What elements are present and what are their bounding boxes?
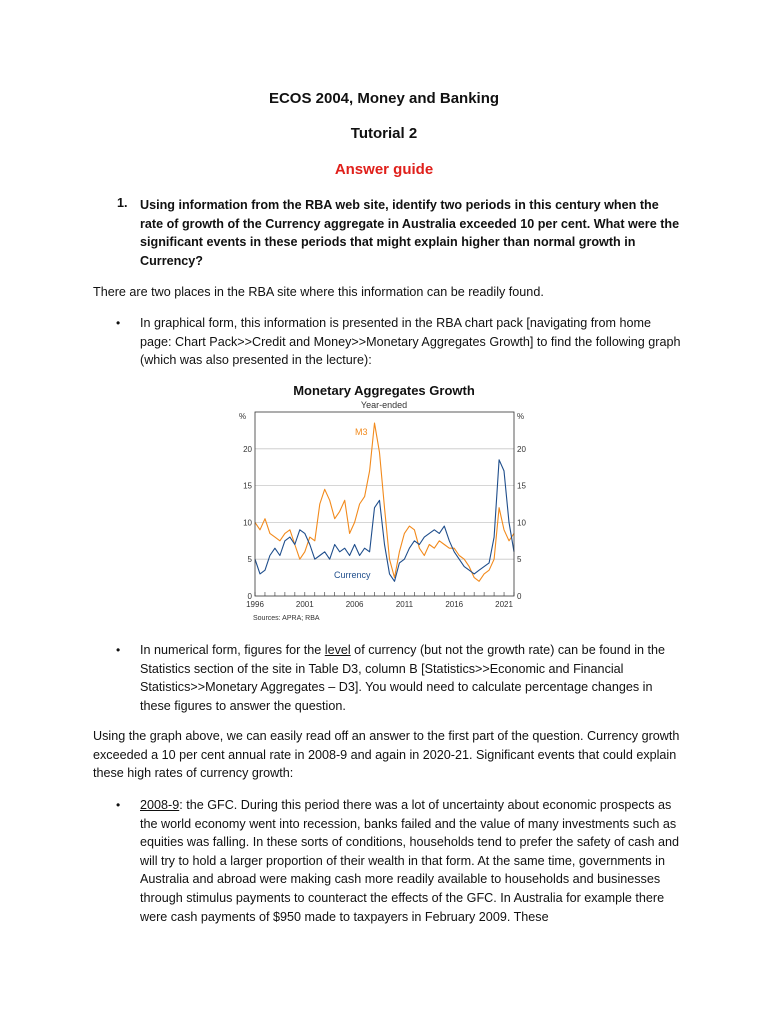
y-tick-left-0: 0 [247, 592, 252, 601]
right-axis-unit: % [517, 412, 525, 421]
y-tick-right-15: 15 [517, 481, 526, 491]
x-tick-2021: 2021 [495, 600, 513, 609]
x-tick-2011: 2011 [395, 600, 414, 609]
bullet-marker: • [116, 798, 121, 812]
question-text: Using information from the RBA web site, identify two periods in this century when the rate of growth of the Currency aggregate in Australia exceeded 10 per cent. What were the significant events in these periods that might explain higher than normal growth in Currency? [140, 198, 680, 268]
series-label-currency: Currency [334, 570, 371, 580]
left-axis-unit: % [239, 412, 247, 421]
y-tick-right-5: 5 [517, 555, 522, 565]
answer-guide-heading: Answer guide [334, 161, 434, 178]
bullet-text-start: In numerical form, figures for the [140, 643, 325, 657]
question-number: 1. [117, 196, 128, 210]
y-tick-right-20: 20 [517, 444, 526, 454]
bullet-text-end: of currency (but not the growth rate) can be found in the Statistics section of the site in Table D3, column B [Statistics>>Economic and Financial Statistics>>Monetary Aggregates – D3]. You would need to calculate percentage changes in these figures to answer the question. [140, 643, 666, 713]
series-line-m3 [255, 423, 514, 581]
bullet-gfc [140, 796, 685, 926]
y-tick-right-0: 0 [517, 592, 522, 601]
bullet-marker: • [116, 316, 121, 330]
y-tick-left-15: 15 [243, 481, 252, 491]
document-subtitle: Tutorial 2 [350, 125, 418, 142]
answer-paragraph: Using the graph above, we can easily read off an answer to the first part of the question. Currency growth exceeded a 10 per cent annual rate in 2008-9 and again in 2020-21. Significant events that could explain these high rates of currency growth: [93, 729, 680, 781]
bullet-marker: • [116, 643, 121, 657]
bullet-numerical-form [140, 641, 685, 715]
level-underlined: level [324, 643, 351, 657]
gfc-period-label: 2008-9 [140, 798, 180, 812]
chart-subtitle: Year-ended [360, 400, 408, 410]
bullet-graphical-form: In graphical form, this information is presented in the RBA chart pack [navigating from home page: Chart Pack>>Credit and Money>>Monetary Aggregates Growth] to find the following graph (which was also presented in the lecture): [140, 316, 681, 368]
y-tick-left-20: 20 [243, 444, 252, 454]
y-tick-right-10: 10 [517, 518, 526, 528]
series-line-currency [255, 460, 514, 582]
x-tick-1996: 1996 [246, 600, 264, 609]
intro-paragraph: There are two places in the RBA site where this information can be readily found. [93, 285, 544, 299]
x-tick-2001: 2001 [295, 600, 314, 609]
y-tick-left-5: 5 [247, 555, 252, 565]
chart-source: Sources: APRA; RBA [253, 615, 320, 622]
series-label-m3: M3 [355, 427, 368, 437]
chart-title: Monetary Aggregates Growth [293, 383, 475, 398]
document-title: ECOS 2004, Money and Banking [268, 90, 500, 107]
monetary-aggregates-chart [228, 380, 540, 628]
y-tick-left-10: 10 [243, 518, 252, 528]
gfc-explanation: : the GFC. During this period there was a lot of uncertainty about economic prospects as the world economy went into recession, banks failed and the value of many investments such as equities was falling. In these sorts of conditions, households tend to prefer the safety of cash and will try to hold a larger proportion of their wealth in that form. At the same time, governments in Australia and abroad were making cash more readily available to households and businesses through stimulus payments to counteract the effects of the GFC. In Australia for example there were cash payments of $950 made to taxpayers in February 2009. These [140, 798, 680, 924]
x-tick-2016: 2016 [445, 600, 464, 609]
x-tick-2006: 2006 [345, 600, 364, 609]
